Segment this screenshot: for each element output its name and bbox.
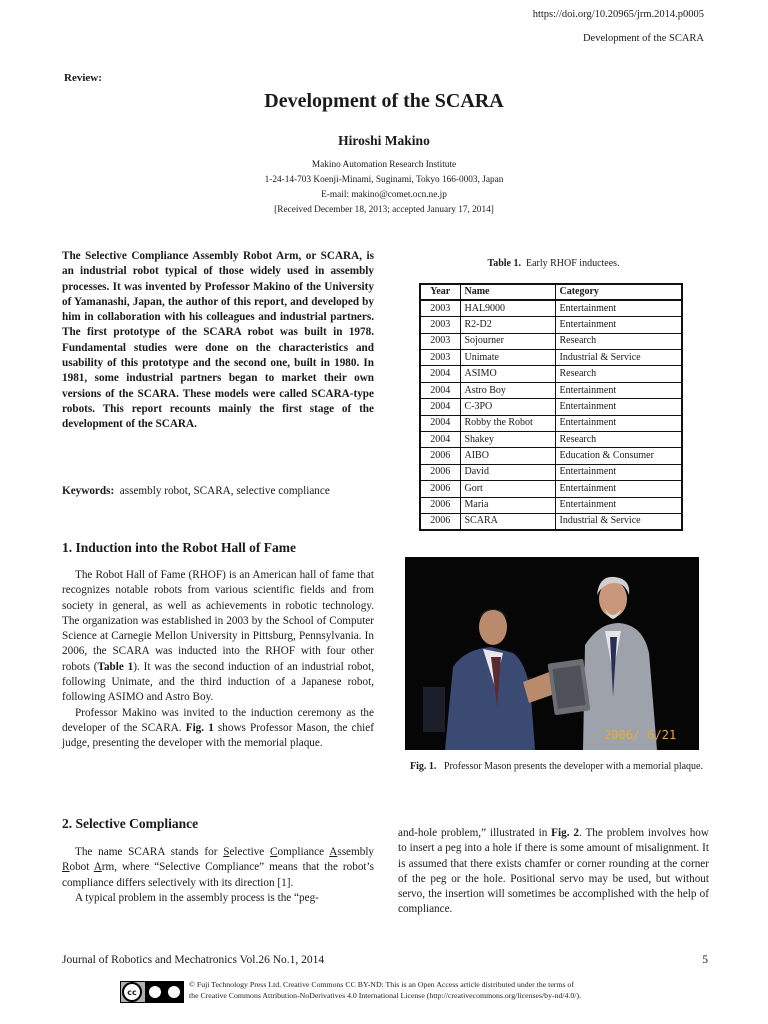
table-row: [420, 497, 682, 513]
text: ssembly: [337, 846, 375, 858]
table-row: [420, 415, 682, 431]
by-nd-icon: [145, 982, 183, 1002]
text: . The problem involves how to insert a peg into a hole if there is some amount of misalignment. It is assumed that there exists chamfer or corner rounding at the corner of the peg or the hole. Positional servo may be used, but without servo, the insertion will sometimes be accomplished with the help of compliance.: [398, 827, 709, 916]
column-header-name: Name: [460, 284, 555, 300]
cell-year: 2003: [420, 300, 460, 316]
paragraph: [62, 845, 374, 891]
text: obot: [69, 861, 94, 874]
section-1-heading: 1. Induction into the Robot Hall of Fame: [62, 540, 297, 555]
keywords-label: Keywords:: [62, 485, 115, 497]
ceremony-photo: [405, 557, 699, 750]
affiliation-block: [0, 158, 768, 218]
cell-category: Entertainment: [555, 300, 682, 316]
cell-year: 2003: [420, 317, 460, 333]
figure-caption-text: Professor Mason presents the developer with a memorial plaque.: [443, 761, 703, 772]
cell-category: Entertainment: [555, 481, 682, 497]
table-row: [420, 317, 682, 333]
cell-year: 2004: [420, 399, 460, 415]
article-title: Development of the SCARA: [264, 90, 504, 112]
text: The Robot Hall of Fame (RHOF) is an American hall of fame that recognizes notable robots from various scientific fields and from society in general, as well as achievements in robotic technology. The organization was established in 2003 by the School of Computer Science at Carnegie Mellon University in Pittsburg, Pennsylvania. In 2006, the SCARA was inducted into the RHOF with four other robots (: [62, 569, 374, 673]
cell-name: Astro Boy: [460, 382, 555, 398]
received-dates: [Received December 18, 2013; accepted January 17, 2014]: [274, 205, 494, 215]
cell-name: Unimate: [460, 350, 555, 366]
figure-ref[interactable]: Fig. 2: [551, 827, 579, 839]
by-icon: [149, 986, 161, 998]
email[interactable]: E-mail: makino@comet.ocn.ne.jp: [321, 190, 447, 200]
table-row: [420, 366, 682, 382]
cell-year: 2003: [420, 333, 460, 349]
table-row: [420, 300, 682, 316]
cell-name: Sojourner: [460, 333, 555, 349]
affiliation: Makino Automation Research Institute: [311, 160, 457, 170]
running-head: Development of the SCARA: [582, 33, 704, 44]
table-1-caption: [398, 258, 709, 269]
license-line: © Fuji Technology Press Ltd. Creative Commons CC BY-ND: This is an Open Access article distributed under the terms of: [189, 980, 574, 989]
figure-label: Fig. 1.: [410, 761, 437, 772]
rhof-table: [419, 283, 683, 531]
author-name: Hiroshi Makino: [338, 133, 430, 148]
column-header-year: Year: [420, 284, 460, 300]
section-2-body: [62, 845, 374, 906]
cell-year: 2004: [420, 382, 460, 398]
table-row: [420, 448, 682, 464]
cell-category: Entertainment: [555, 399, 682, 415]
paragraph: [62, 568, 374, 706]
paragraph: A typical problem in the assembly process is the “peg-: [75, 891, 319, 904]
photo-date-stamp: 2006/ 6/21: [604, 728, 677, 742]
table-row: [420, 464, 682, 480]
figure-ref[interactable]: Fig. 1: [185, 721, 214, 734]
cell-category: Research: [555, 432, 682, 448]
cell-category: Research: [555, 333, 682, 349]
article-type: Review:: [64, 72, 102, 84]
table-row: [420, 333, 682, 349]
cell-name: Robby the Robot: [460, 415, 555, 431]
cell-name: SCARA: [460, 513, 555, 529]
text: elective: [229, 846, 271, 858]
cell-name: David: [460, 464, 555, 480]
paragraph: [62, 706, 374, 752]
acronym-letter: A: [329, 846, 338, 858]
cell-year: 2006: [420, 448, 460, 464]
text: ). It was the second induction of an industrial robot, following Unimate, and the third induction of a Japanese robot, following ASIMO and Astro Boy.: [62, 660, 375, 704]
cell-name: HAL9000: [460, 300, 555, 316]
cc-logo-icon: cc: [122, 982, 142, 1002]
address: 1-24-14-703 Koenji-Minami, Suginami, Tokyo 166-0003, Japan: [264, 175, 504, 185]
cc-license-icon[interactable]: [120, 981, 184, 1003]
acronym-letter: R: [62, 861, 70, 874]
cell-category: Industrial & Service: [555, 513, 682, 529]
text: Professor Makino was invited to the induction ceremony as the developer of the SCARA.: [62, 706, 374, 734]
cell-name: C-3PO: [460, 399, 555, 415]
table-row: [420, 399, 682, 415]
cell-year: 2006: [420, 497, 460, 513]
table-ref[interactable]: Table 1: [97, 660, 134, 673]
cell-year: 2006: [420, 513, 460, 529]
nd-icon: [168, 986, 180, 998]
photo-illustration: [405, 557, 699, 750]
footer-journal: Journal of Robotics and Mechatronics Vol.26 No.1, 2014: [62, 954, 325, 966]
cell-name: Gort: [460, 481, 555, 497]
license-text: [189, 980, 659, 1001]
cell-category: Entertainment: [555, 382, 682, 398]
text: rm: [101, 861, 115, 874]
table-row: [420, 481, 682, 497]
table-row: [420, 382, 682, 398]
acronym-letter: A: [93, 861, 102, 874]
cell-name: Maria: [460, 497, 555, 513]
text: The name SCARA stands for: [75, 846, 224, 858]
cell-year: 2003: [420, 350, 460, 366]
section-2-continued: [398, 826, 709, 918]
cell-category: Entertainment: [555, 464, 682, 480]
column-header-category: Category: [555, 284, 682, 300]
cell-name: ASIMO: [460, 366, 555, 382]
cell-year: 2004: [420, 432, 460, 448]
cell-year: 2006: [420, 481, 460, 497]
cell-year: 2004: [420, 415, 460, 431]
text: and-hole problem,” illustrated in: [398, 827, 552, 839]
figure-1-caption: [410, 760, 706, 774]
table-header-row: [420, 284, 682, 300]
table-caption-text: Early RHOF inductees.: [525, 258, 620, 269]
keywords: [62, 484, 374, 499]
text: ompliance: [277, 846, 330, 858]
section-2-heading: 2. Selective Compliance: [62, 816, 199, 831]
table-row: [420, 513, 682, 529]
cell-name: AIBO: [460, 448, 555, 464]
table-row: [420, 432, 682, 448]
page-number: 5: [702, 954, 708, 966]
acronym-letter: C: [270, 846, 278, 858]
table-row: [420, 350, 682, 366]
text: , where “Selective Compliance” means that the robot’s compliance differs selectively with its direction [1].: [62, 861, 374, 889]
section-1-body: [62, 568, 374, 752]
table-label: Table 1.: [487, 258, 521, 269]
text: shows Professor Mason, the chief judge, presenting the developer with the memorial plaque.: [62, 721, 374, 750]
cell-name: R2-D2: [460, 317, 555, 333]
cell-year: 2004: [420, 366, 460, 382]
doi-link[interactable]: https://doi.org/10.20965/jrm.2014.p0005: [532, 9, 704, 20]
cell-year: 2006: [420, 464, 460, 480]
cell-category: Entertainment: [555, 415, 682, 431]
abstract: The Selective Compliance Assembly Robot Arm, or SCARA, is an industrial robot typical of those widely used in assembly processes. It was invented by Professor Makino of the University of Yamanashi, Japan, the author of this report, and developed by him in collaboration with his colleagues and industrial partners. The first prototype of the SCARA robot was built in 1978. Fundamental studies were done on the characteristics and usability of this prototype and the second one, built in 1980. In 1981, some industrial partners began to market their own versions of the SCARA. These models were called SCARA-type robots. This report recounts mainly the first stage of the development of the SCARA.: [62, 250, 374, 431]
license-line[interactable]: the Creative Commons Attribution-NoDerivatives 4.0 International License (http://creativecommons.org/licenses/by-nd/4.0/).: [189, 990, 581, 1000]
keywords-text: assembly robot, SCARA, selective compliance: [119, 485, 330, 497]
cell-category: Education & Consumer: [555, 448, 682, 464]
cell-category: Entertainment: [555, 497, 682, 513]
acronym-letter: S: [223, 846, 230, 858]
cell-name: Shakey: [460, 432, 555, 448]
cell-category: Entertainment: [555, 317, 682, 333]
cell-category: Research: [555, 366, 682, 382]
cell-category: Industrial & Service: [555, 350, 682, 366]
